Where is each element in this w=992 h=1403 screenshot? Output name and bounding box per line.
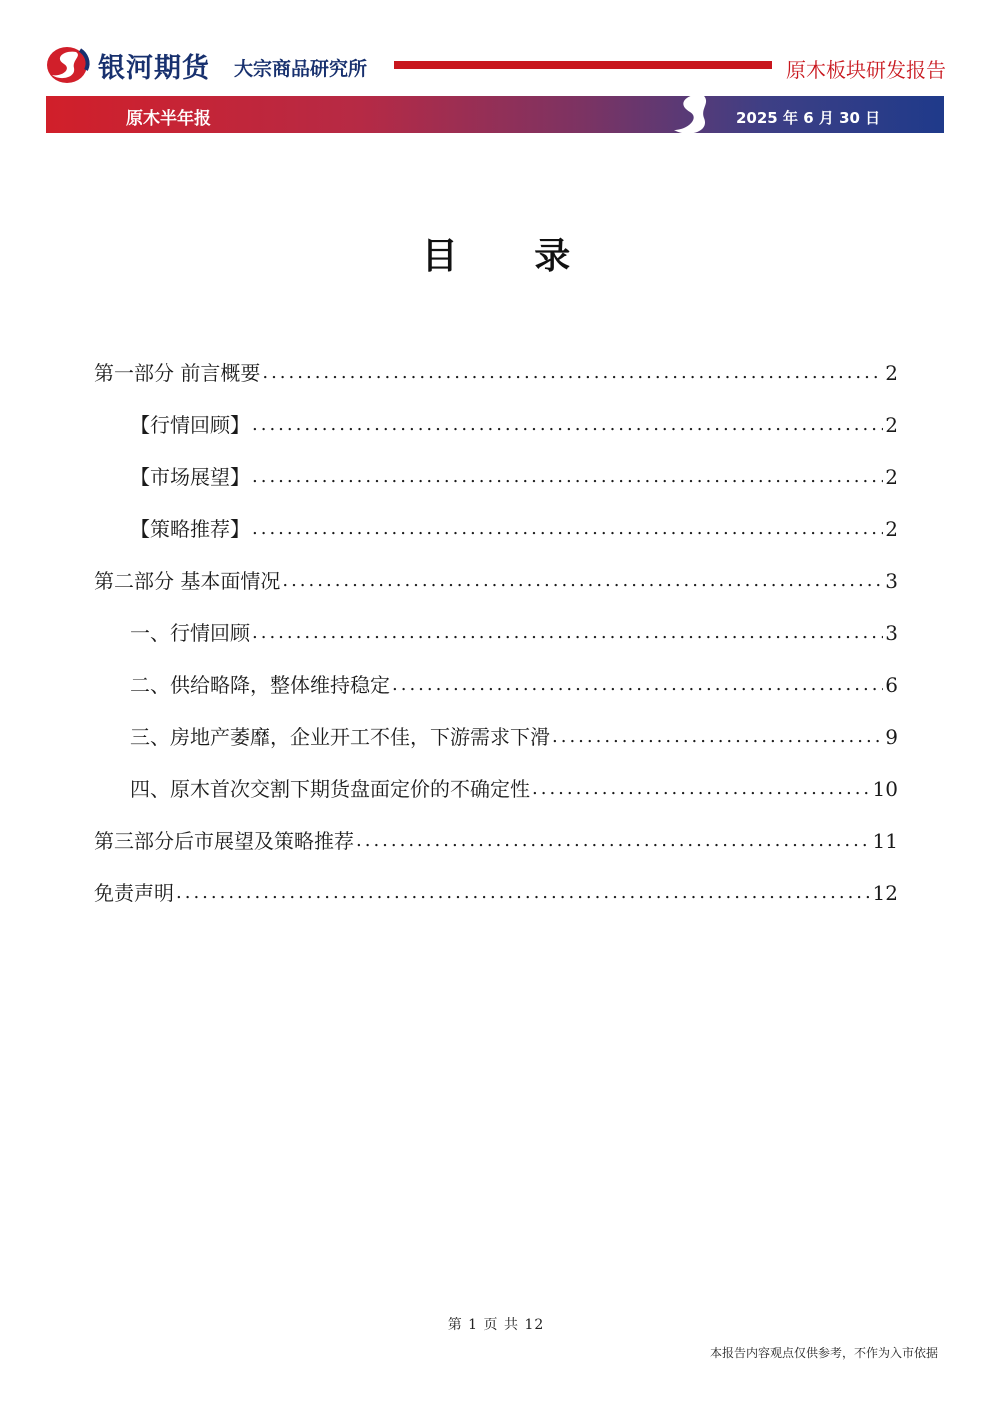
toc-leader-dots — [176, 878, 871, 908]
toc-entry-text: 【市场展望】 — [130, 465, 250, 489]
toc-entry-page: 2 — [885, 413, 898, 437]
toc-entry[interactable] — [94, 544, 898, 596]
page-number: 第 1 页 共 12 — [447, 1317, 545, 1333]
toc-entry[interactable] — [94, 596, 898, 648]
toc-entry-page: 9 — [885, 725, 898, 749]
swoosh-mark-icon — [668, 92, 718, 136]
toc-leader-dots — [552, 722, 883, 752]
toc-entry-text: 【行情回顾】 — [130, 413, 250, 437]
toc-leader-dots — [282, 566, 883, 596]
brand-name: 银河期货 — [98, 53, 210, 84]
header-divider — [394, 61, 772, 69]
toc-entry-text: 第二部分 基本面情况 — [94, 569, 281, 593]
toc-entry-page: 12 — [872, 881, 898, 905]
toc-entry-text: 第三部分后市展望及策略推荐 — [94, 829, 354, 853]
galaxy-logo-icon — [46, 44, 92, 84]
toc-entry-page: 3 — [885, 621, 898, 645]
toc-entry-text: 四、原木首次交割下期货盘面定价的不确定性 — [130, 777, 530, 801]
toc-entry-page: 6 — [885, 673, 898, 697]
toc-entry-text: 免责声明 — [94, 881, 174, 905]
toc-leader-dots — [252, 514, 883, 544]
title-band — [46, 96, 944, 133]
toc-entry-text: 【策略推荐】 — [130, 517, 250, 541]
toc-entry-page: 2 — [885, 517, 898, 541]
toc-leader-dots — [252, 410, 883, 440]
report-type: 原木板块研发报告 — [786, 58, 946, 82]
toc-entry[interactable] — [94, 492, 898, 544]
toc-entry-text: 第一部分 前言概要 — [94, 361, 261, 385]
toc-leader-dots — [532, 774, 871, 804]
toc-entry[interactable] — [94, 752, 898, 804]
report-date: 2025 年 6 月 30 日 — [736, 109, 881, 127]
toc-entry[interactable] — [94, 856, 898, 908]
toc-title: 目 录 — [421, 236, 603, 277]
toc-entry-text: 一、行情回顾 — [130, 621, 250, 645]
toc-entry-page: 3 — [885, 569, 898, 593]
toc-entry[interactable] — [94, 440, 898, 492]
toc-entry-text: 二、供给略降，整体维持稳定 — [130, 673, 390, 697]
band-title: 原木半年报 — [126, 109, 211, 129]
page-header — [0, 0, 992, 140]
toc-leader-dots — [262, 358, 883, 388]
toc-entry-page: 2 — [885, 465, 898, 489]
toc-entry[interactable] — [94, 388, 898, 440]
toc-entry-page: 11 — [872, 829, 898, 853]
institute-name: 大宗商品研究所 — [234, 58, 368, 80]
toc-entry[interactable] — [94, 700, 898, 752]
footer-disclaimer: 本报告内容观点仅供参考，不作为入市依据 — [709, 1346, 938, 1360]
toc-leader-dots — [392, 670, 883, 700]
table-of-contents — [94, 336, 898, 908]
toc-entry[interactable] — [94, 648, 898, 700]
toc-entry-page: 2 — [885, 361, 898, 385]
toc-entry[interactable] — [94, 804, 898, 856]
toc-leader-dots — [252, 462, 883, 492]
toc-entry-page: 10 — [872, 777, 898, 801]
toc-entry-text: 三、房地产萎靡，企业开工不佳，下游需求下滑 — [130, 725, 550, 749]
toc-leader-dots — [252, 618, 883, 648]
toc-entry[interactable] — [94, 336, 898, 388]
toc-leader-dots — [356, 826, 871, 856]
